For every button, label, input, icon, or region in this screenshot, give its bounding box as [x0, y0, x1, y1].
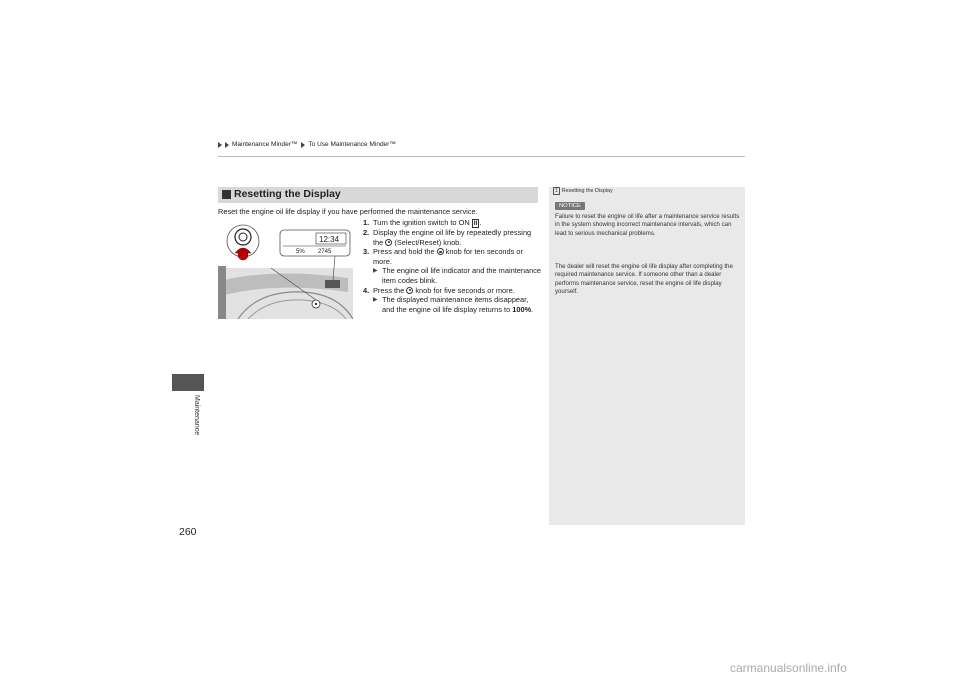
step-item: 3. Press and hold the knob for ten seconds or more.	[363, 247, 523, 266]
display-clock: 12:34	[319, 235, 340, 244]
section-title: Resetting the Display	[234, 188, 341, 200]
note-paragraph: The dealer will reset the engine oil life display after completing the required maintenance service. If someone other than a dealer performs maintenance service, reset the engine oil life display yourself.	[555, 263, 733, 296]
chapter-tab[interactable]	[172, 374, 204, 391]
note-sidebar	[549, 187, 745, 525]
step-item: 4. Press the knob for five seconds or more.	[363, 285, 515, 295]
watermark: carmanualsonline.info	[730, 661, 847, 675]
result-arrow-icon: ▶	[373, 268, 378, 275]
step-item: 1. Turn the ignition switch to ON II .	[363, 218, 482, 227]
steps-list	[363, 218, 541, 314]
breadcrumb-item[interactable]: To Use Maintenance Minder™	[308, 141, 396, 148]
instrument-panel-illustration	[218, 220, 353, 319]
note-heading: 1 Resetting the Display	[555, 188, 613, 194]
breadcrumb-arrow-icon	[218, 142, 222, 148]
breadcrumb-item[interactable]: Maintenance Minder™	[232, 141, 298, 148]
breadcrumb-arrow-icon	[225, 142, 229, 148]
intro-text: Reset the engine oil life display if you have performed the maintenance service.	[218, 207, 478, 216]
step-item: 2. Display the engine oil life by repeatedly pressing the (Select/Reset) knob.	[363, 228, 532, 247]
display-miles: 2745	[318, 249, 332, 255]
select-reset-knob-icon	[437, 248, 444, 255]
select-reset-knob-icon	[385, 239, 392, 246]
section-square-icon	[222, 190, 231, 199]
header-divider	[218, 156, 745, 157]
chapter-label: Maintenance	[193, 395, 200, 436]
breadcrumb	[218, 141, 396, 148]
result-arrow-icon: ▶	[373, 297, 378, 304]
ignition-mode-icon: II	[473, 220, 478, 227]
select-reset-knob-icon	[406, 287, 413, 294]
notice-badge: NOTICE	[555, 202, 585, 210]
section-heading-bar	[218, 187, 538, 203]
step-result: ▶ The displayed maintenance items disappear, and the engine oil life display returns to 100%.	[373, 295, 534, 314]
display-percent: 5%	[296, 249, 305, 255]
page-number: 260	[179, 526, 197, 538]
step-result: ▶ The engine oil life indicator and the maintenance item codes blink.	[373, 266, 542, 285]
note-paragraph: Failure to reset the engine oil life after a maintenance service results in the system showing incorrect maintenance intervals, which can lead to serious mechanical problems.	[555, 213, 740, 237]
breadcrumb-arrow-icon	[301, 142, 305, 148]
